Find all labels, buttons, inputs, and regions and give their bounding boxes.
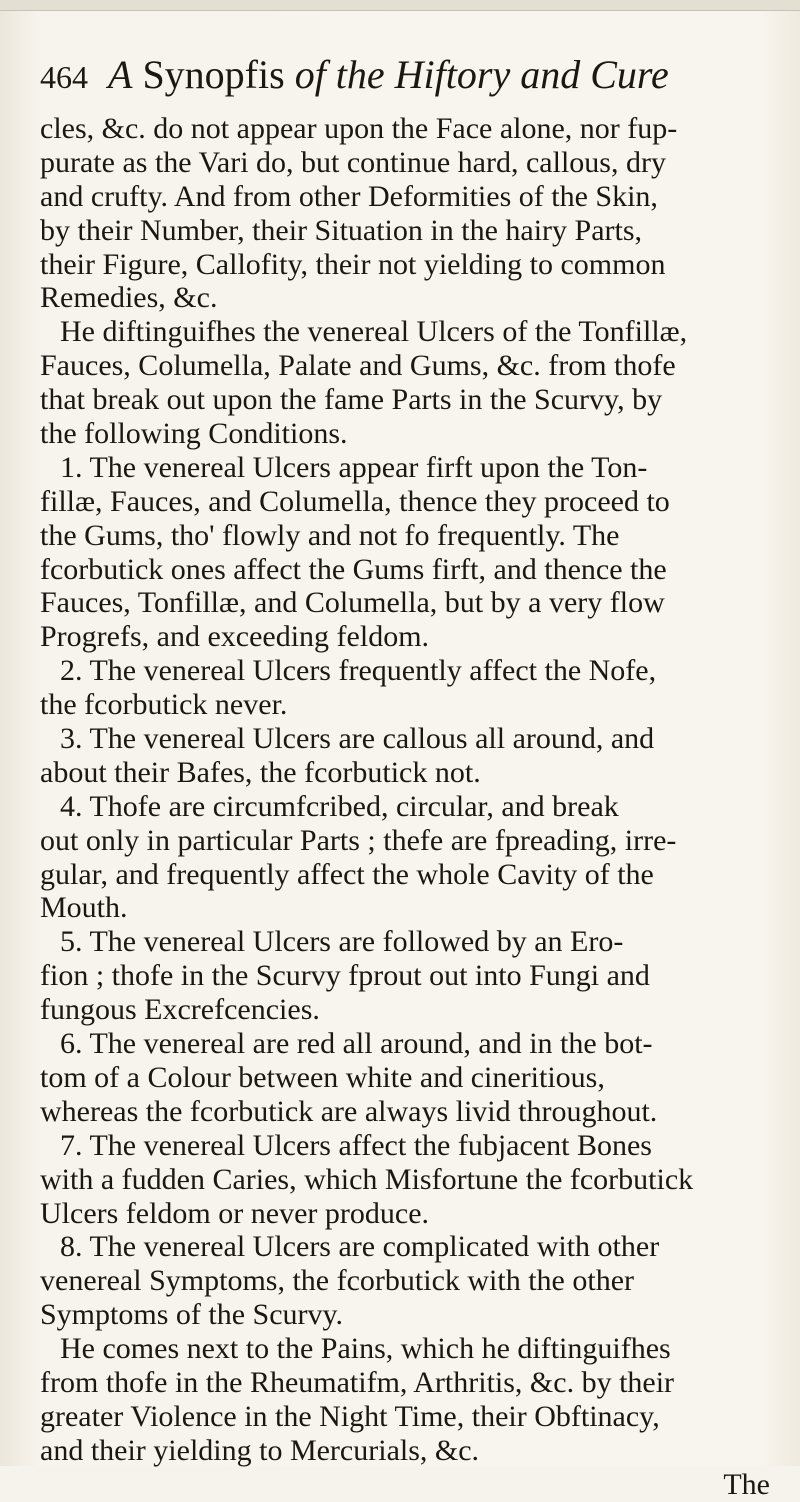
text-line: the Gums, tho' flowly and not fo frequently. The [40,518,620,552]
running-header [40,40,760,110]
numbered-item: 3. The venereal Ulcers are callous all around, and [60,722,655,756]
text-line: Symptoms of the Scurvy. [40,1298,344,1332]
text-line: purate as the Vari do, but continue hard, callous, dry [40,145,666,179]
text-line: that break out upon the fame Parts in the Scurvy, by [40,383,663,417]
header-synopsis: Synopfis [142,52,285,97]
text-line: Fauces, Tonfillæ, and Columella, but by a very flow [40,586,665,620]
text-line: out only in particular Parts ; thefe are fpreading, irre- [40,823,677,857]
text-line: Ulcers feldom or never produce. [40,1196,430,1230]
text-line: greater Violence in the Night Time, their Obftinacy, [40,1399,660,1433]
text-line: Remedies, &c. [40,281,218,315]
text-line: and their yielding to Mercurials, &c. [40,1433,480,1467]
numbered-item: 2. The venereal Ulcers frequently affect the Nofe, [60,654,657,688]
text-line: and crufty. And from other Deformities of the Skin, [40,179,658,213]
catchword: The [723,1467,770,1501]
text-line: whereas the fcorbutick are always livid throughout. [40,1094,658,1128]
text-line: Progrefs, and exceeding feldom. [40,620,430,654]
page-number: 464 [40,59,88,95]
text-line: the following Conditions. [40,417,348,451]
header-italic-a: A [108,52,133,97]
text-line: the fcorbutick never. [40,688,288,722]
text-line: fungous Excrefcencies. [40,993,320,1027]
numbered-item: 8. The venereal Ulcers are complicated with other [60,1230,660,1264]
text-line: cles, &c. do not appear upon the Face alone, nor fup- [40,112,678,145]
text-line: fcorbutick ones affect the Gums firft, and thence the [40,552,667,586]
top-edge [0,0,800,11]
numbered-item: 7. The venereal Ulcers affect the fubjacent Bones [60,1128,652,1162]
text-line: Fauces, Columella, Palate and Gums, &c. from thofe [40,349,676,383]
text-line: with a fudden Caries, which Misfortune the fcorbutick [40,1162,694,1196]
paragraph-start: He diftinguifhes the venereal Ulcers of the Tonfillæ, [60,315,688,349]
numbered-item: 6. The venereal are red all around, and in the bot- [60,1027,653,1061]
numbered-item: 4. Thofe are circumfcribed, circular, and break [60,789,619,823]
text-line: about their Bafes, the fcorbutick not. [40,755,481,789]
body-text [40,112,770,1502]
text-line: from thofe in the Rheumatifm, Arthritis, &c. by their [40,1365,675,1399]
text-line: tom of a Colour between white and cineritious, [40,1060,605,1094]
numbered-item: 1. The venereal Ulcers appear firft upon the Ton- [60,450,648,484]
paragraph-start: He comes next to the Pains, which he diftinguifhes [60,1332,671,1366]
text-line: fillæ, Fauces, and Columella, thence they proceed to [40,484,670,518]
text-line: gular, and frequently affect the whole Cavity of the [40,857,654,891]
numbered-item: 5. The venereal Ulcers are followed by an Ero- [60,925,624,959]
text-line: fion ; thofe in the Scurvy fprout out into Fungi and [40,959,650,993]
text-line: Mouth. [40,891,128,925]
text-line: their Figure, Callofity, their not yielding to common [40,247,666,281]
text-line: by their Number, their Situation in the hairy Parts, [40,213,643,247]
text-line: venereal Symptoms, the fcorbutick with the other [40,1264,635,1298]
header-title-rest: of the Hiftory and Cure [294,52,669,97]
